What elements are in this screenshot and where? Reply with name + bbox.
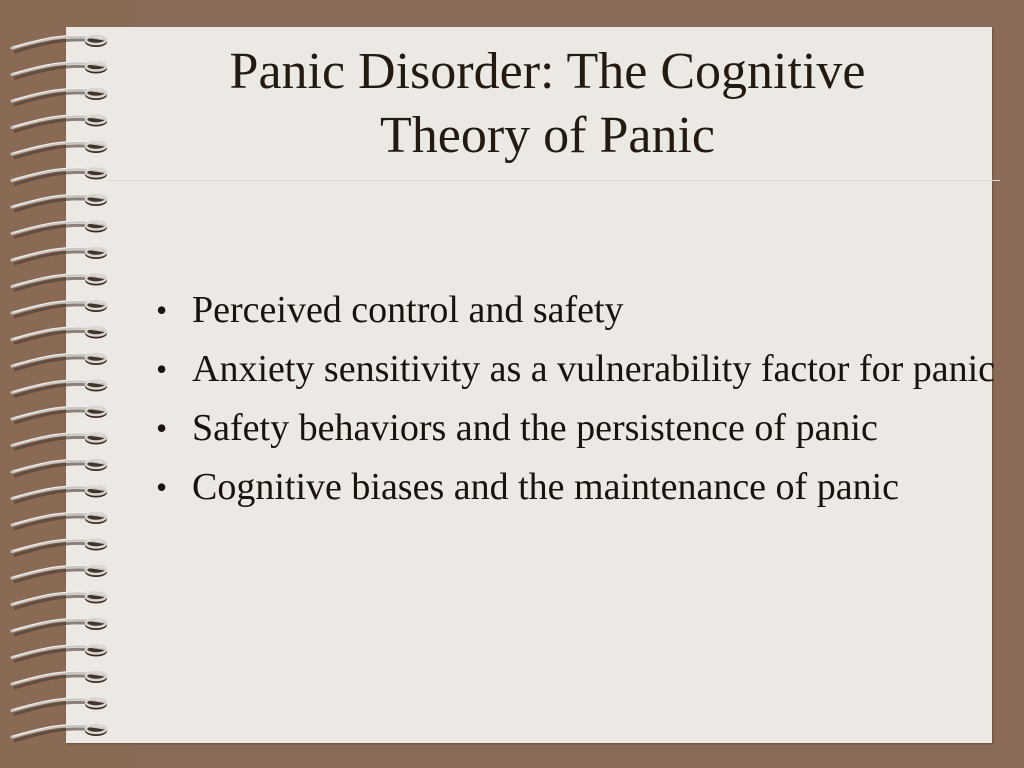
title-line-2: Theory of Panic bbox=[379, 107, 715, 164]
spiral-ring-icon bbox=[12, 592, 107, 609]
spiral-ring-icon bbox=[12, 274, 107, 291]
title-divider bbox=[108, 180, 1000, 181]
spiral-ring-icon bbox=[12, 698, 107, 715]
spiral-ring-icon bbox=[12, 645, 107, 662]
spiral-ring-icon bbox=[12, 353, 107, 370]
spiral-ring-icon bbox=[12, 565, 107, 582]
spiral-ring-icon bbox=[12, 141, 107, 158]
bullet-item bbox=[150, 288, 1000, 333]
bullet-text: Cognitive biases and the maintenance of panic bbox=[192, 466, 899, 508]
spiral-ring-icon bbox=[12, 300, 107, 317]
bullet-item bbox=[150, 406, 1000, 451]
bullet-item bbox=[150, 347, 1000, 392]
spiral-ring-icon bbox=[12, 618, 107, 635]
bullet-icon: • bbox=[156, 469, 168, 505]
spiral-ring-icon bbox=[12, 115, 107, 132]
spiral-ring-icon bbox=[12, 724, 107, 741]
spiral-ring-icon bbox=[12, 380, 107, 397]
spiral-ring-icon bbox=[12, 221, 107, 238]
spiral-ring-icon bbox=[12, 539, 107, 556]
spiral-ring-icon bbox=[12, 327, 107, 344]
bullet-text: Anxiety sensitivity as a vulnerability factor for panic bbox=[192, 348, 996, 390]
spiral-ring-icon bbox=[12, 247, 107, 264]
bullet-item bbox=[150, 465, 1000, 510]
bullet-icon: • bbox=[156, 351, 168, 387]
bullet-text: Safety behaviors and the persistence of panic bbox=[192, 407, 878, 449]
slide-title bbox=[100, 40, 995, 168]
bullet-text: Perceived control and safety bbox=[192, 289, 624, 331]
spiral-ring-icon bbox=[12, 459, 107, 476]
spiral-ring-icon bbox=[12, 433, 107, 450]
spiral-ring-icon bbox=[12, 671, 107, 688]
bullet-list bbox=[150, 288, 1000, 524]
spiral-ring-icon bbox=[12, 512, 107, 529]
spiral-ring-icon bbox=[12, 88, 107, 105]
spiral-ring-icon bbox=[12, 168, 107, 185]
spiral-ring-icon bbox=[12, 35, 107, 52]
spiral-ring-icon bbox=[12, 486, 107, 503]
bullet-icon: • bbox=[156, 410, 168, 446]
bullet-icon: • bbox=[156, 292, 168, 328]
spiral-ring-icon bbox=[12, 194, 107, 211]
spiral-ring-icon bbox=[12, 406, 107, 423]
spiral-ring-icon bbox=[12, 62, 107, 79]
title-line-1: Panic Disorder: The Cognitive bbox=[229, 43, 866, 100]
